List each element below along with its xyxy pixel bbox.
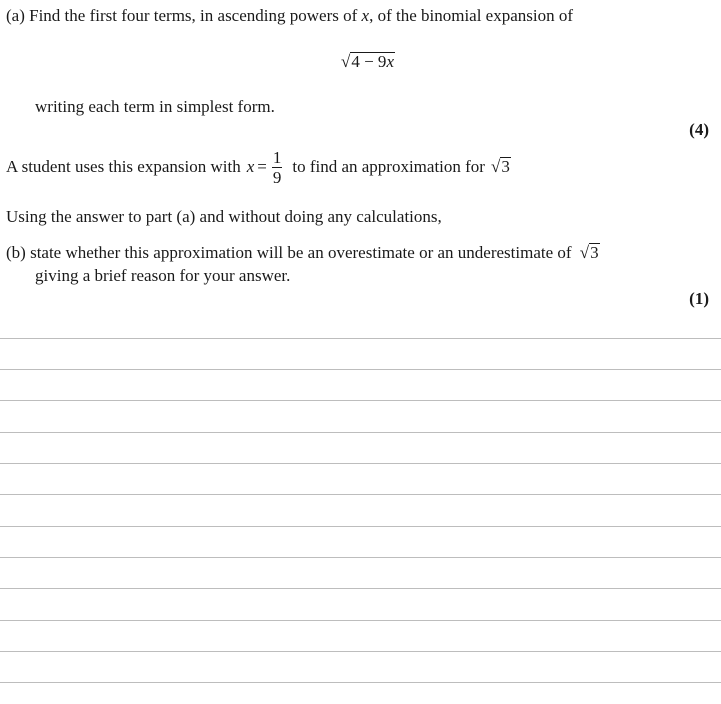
part-b-marks: (1): [689, 289, 709, 308]
radical-sign-icon: √: [490, 157, 501, 176]
radical-sign-icon: √: [579, 243, 590, 262]
radical-sign-icon: √: [341, 52, 351, 71]
answer-line[interactable]: [0, 369, 721, 370]
answer-line[interactable]: [0, 651, 721, 652]
fraction-one-ninth: [272, 149, 283, 186]
part-a-continuation: writing each term in simplest form.: [35, 97, 275, 116]
context-line: [6, 145, 511, 189]
sqrt-4-minus-9x: [341, 52, 395, 72]
context-text-after: to find an approximation for: [292, 157, 485, 176]
answer-line[interactable]: [0, 526, 721, 527]
instruction-text: Using the answer to part (a) and without doing any calculations,: [6, 207, 442, 226]
answer-line[interactable]: [0, 682, 721, 683]
part-b-label: (b): [6, 243, 26, 262]
answer-line[interactable]: [0, 400, 721, 401]
answer-line[interactable]: [0, 463, 721, 464]
part-a-label: (a): [6, 6, 25, 25]
part-a-line: [6, 6, 573, 26]
radicand-3: 3: [501, 157, 510, 176]
answer-line[interactable]: [0, 338, 721, 339]
answer-line[interactable]: [0, 588, 721, 589]
part-a-var: x: [361, 6, 370, 25]
part-b-text: state whether this approximation will be an overestimate or an underestimate of: [30, 243, 572, 262]
answer-line[interactable]: [0, 494, 721, 495]
sqrt-3-part-b: [580, 243, 600, 263]
answer-line[interactable]: [0, 432, 721, 433]
part-a-marks: (4): [689, 120, 709, 139]
expression-var: x: [386, 52, 394, 71]
context-var: x: [246, 157, 255, 176]
part-a-text: Find the first four terms, in ascending powers of: [29, 6, 358, 25]
fraction-numerator: 1: [272, 147, 282, 167]
sqrt-3-context: [491, 157, 511, 177]
part-a-text-after: , of the binomial expansion of: [369, 6, 574, 25]
context-equals: =: [257, 157, 267, 176]
expression-text: 4 − 9: [351, 52, 387, 71]
fraction-denominator: 9: [272, 167, 282, 187]
part-b-line2: giving a brief reason for your answer.: [35, 266, 291, 285]
part-b-radicand: 3: [590, 243, 599, 262]
part-b-line: [6, 243, 600, 263]
context-text: A student uses this expansion with: [6, 157, 241, 176]
answer-line[interactable]: [0, 557, 721, 558]
answer-line[interactable]: [0, 620, 721, 621]
sqrt-expression: [341, 52, 395, 72]
